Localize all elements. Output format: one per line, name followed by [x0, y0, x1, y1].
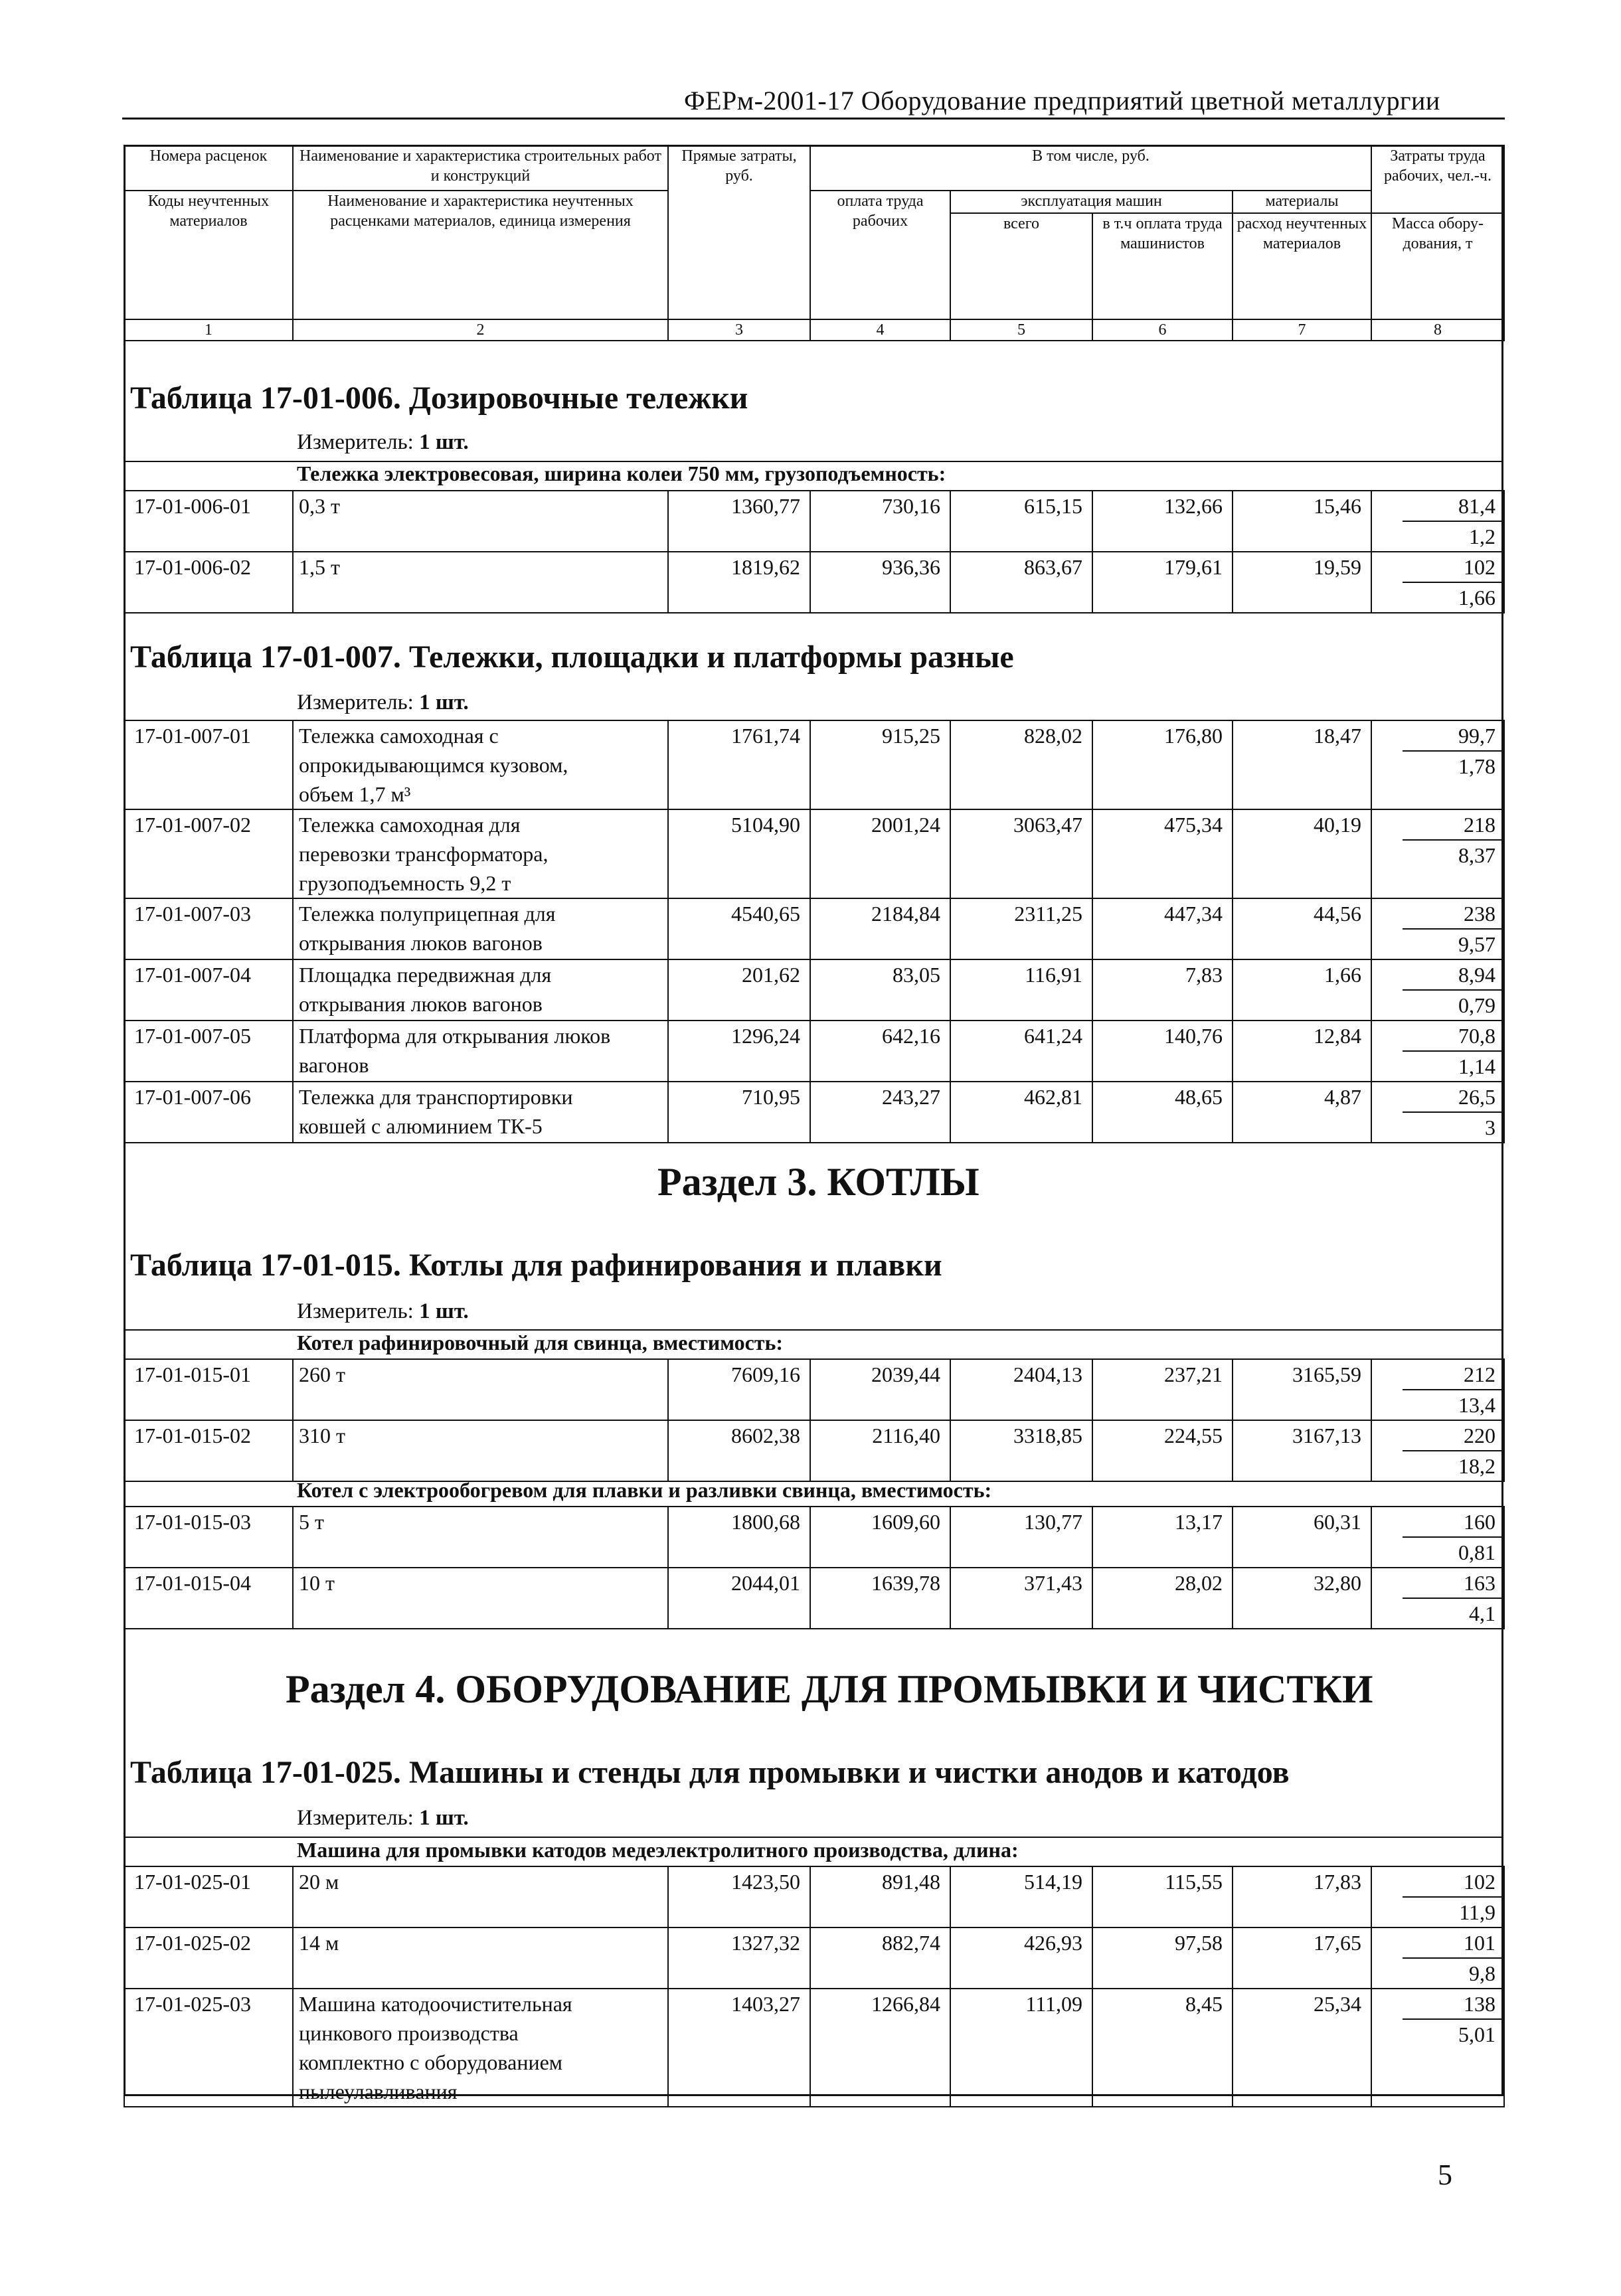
machines-total: 2404,13: [950, 1359, 1092, 1420]
rate-code: 17-01-006-02: [124, 552, 293, 613]
labor-hours: 70,8: [1403, 1021, 1503, 1052]
col3-header: Прямые затраты, руб.: [668, 145, 810, 319]
labor-pay: 891,48: [810, 1866, 950, 1927]
equipment-mass: 9,57: [1458, 932, 1495, 956]
labor-hours: 81,4: [1403, 491, 1503, 522]
hours-mass-cell: [1371, 1927, 1504, 1989]
col1-top: Номера расценок: [124, 145, 293, 191]
table-row: [124, 720, 1504, 809]
col-num: 4: [810, 319, 950, 341]
table-row: [124, 1927, 1504, 1989]
operators-pay: 97,58: [1092, 1927, 1233, 1989]
col6-header: в т.ч оплата труда машинистов: [1092, 213, 1233, 319]
hours-mass-cell: [1371, 1989, 1504, 2107]
labor-hours: 102: [1403, 1867, 1503, 1898]
rate-name: 0,3 т: [293, 491, 668, 552]
direct-cost: 710,95: [668, 1082, 810, 1143]
labor-pay: 642,16: [810, 1021, 950, 1082]
rate-code: 17-01-007-06: [124, 1082, 293, 1143]
rate-name: Тележка самоходная с опрокидывающимся кузовом, объем 1,7 м³: [293, 720, 668, 809]
table-007-title: Таблица 17-01-007. Тележки, площадки и платформы разные: [130, 639, 1014, 675]
section-4-title: Раздел 4. ОБОРУДОВАНИЕ ДЛЯ ПРОМЫВКИ И ЧИСТКИ: [286, 1667, 1373, 1711]
hours-mass-cell: [1371, 491, 1504, 552]
labor-pay: 936,36: [810, 552, 950, 613]
direct-cost: 1403,27: [668, 1989, 810, 2107]
rate-name: Машина катодоочистительная цинкового производства комплектно с оборудованием пылеулавливания: [293, 1989, 668, 2107]
equipment-mass: 8,37: [1458, 843, 1495, 867]
operators-pay: 8,45: [1092, 1989, 1233, 2107]
equipment-mass: 1,14: [1458, 1054, 1495, 1078]
col-num: 8: [1371, 319, 1504, 341]
rate-code: 17-01-025-03: [124, 1989, 293, 2107]
direct-cost: 1360,77: [668, 491, 810, 552]
rate-name: 260 т: [293, 1359, 668, 1420]
operators-pay: 13,17: [1092, 1507, 1233, 1568]
table-006-title: Таблица 17-01-006. Дозировочные тележки: [130, 380, 748, 416]
machines-total: 111,09: [950, 1989, 1092, 2107]
table-row: [124, 1021, 1504, 1082]
rate-code: 17-01-025-01: [124, 1866, 293, 1927]
rate-name: Тележка для транспортировки ковшей с алюминием ТК-5: [293, 1082, 668, 1143]
hours-mass-cell: [1371, 1507, 1504, 1568]
table-025-group: Машина для промывки катодов медеэлектролитного производства, длина:: [297, 1838, 1019, 1862]
hours-mass-cell: [1371, 959, 1504, 1021]
rate-code: 17-01-025-02: [124, 1927, 293, 1989]
rate-code: 17-01-015-04: [124, 1568, 293, 1629]
machines-total: 426,93: [950, 1927, 1092, 1989]
table-row: [124, 1507, 1504, 1568]
column-header-table: [124, 145, 1505, 341]
machines-total: 3063,47: [950, 809, 1092, 898]
direct-cost: 1800,68: [668, 1507, 810, 1568]
table-025: [124, 1866, 1505, 2107]
rate-name: Тележка самоходная для перевозки трансформатора, грузоподъемность 9,2 т: [293, 809, 668, 898]
direct-cost: 1327,32: [668, 1927, 810, 1989]
rate-code: 17-01-007-04: [124, 959, 293, 1021]
rate-name: 1,5 т: [293, 552, 668, 613]
operators-pay: 179,61: [1092, 552, 1233, 613]
table-row: [124, 552, 1504, 613]
table-025-title: Таблица 17-01-025. Машины и стенды для промывки и чистки анодов и катодов: [130, 1755, 1290, 1790]
hours-mass-cell: [1371, 898, 1504, 959]
machines-total: 130,77: [950, 1507, 1092, 1568]
machines-total: 828,02: [950, 720, 1092, 809]
table-row: [124, 1989, 1504, 2107]
rate-name: 310 т: [293, 1420, 668, 1481]
operators-pay: 48,65: [1092, 1082, 1233, 1143]
table-006-group: Тележка электровесовая, ширина колеи 750 мм, грузоподъемность:: [297, 461, 946, 485]
materials-cost: 3167,13: [1233, 1420, 1371, 1481]
labor-pay: 2116,40: [810, 1420, 950, 1481]
col-num: 3: [668, 319, 810, 341]
operators-pay: 132,66: [1092, 491, 1233, 552]
hours-mass-cell: [1371, 1359, 1504, 1420]
page-number: 5: [1438, 2159, 1452, 2191]
materials-cost: 3165,59: [1233, 1359, 1371, 1420]
hours-mass-cell: [1371, 552, 1504, 613]
labor-pay: 915,25: [810, 720, 950, 809]
labor-pay: 2001,24: [810, 809, 950, 898]
table-row: [124, 1082, 1504, 1143]
materials-cost: 32,80: [1233, 1568, 1371, 1629]
equipment-mass: 9,8: [1469, 1961, 1495, 1985]
materials-cost: 1,66: [1233, 959, 1371, 1021]
table-007: [124, 720, 1505, 1143]
direct-cost: 1819,62: [668, 552, 810, 613]
col-num: 7: [1233, 319, 1371, 341]
hours-mass-cell: [1371, 1021, 1504, 1082]
col1-bottom: Коды неучтенных материалов: [124, 191, 293, 319]
machines-total: 641,24: [950, 1021, 1092, 1082]
labor-hours: 212: [1403, 1360, 1503, 1390]
rate-name: 5 т: [293, 1507, 668, 1568]
hours-mass-cell: [1371, 1082, 1504, 1143]
operators-pay: 7,83: [1092, 959, 1233, 1021]
table-row: [124, 1866, 1504, 1927]
labor-pay: 882,74: [810, 1927, 950, 1989]
col-num: 1: [124, 319, 293, 341]
labor-hours: 99,7: [1403, 721, 1503, 752]
table-015-group-2: Котел с электрообогревом для плавки и разливки свинца, вместимость:: [297, 1478, 992, 1502]
direct-cost: 7609,16: [668, 1359, 810, 1420]
rate-code: 17-01-006-01: [124, 491, 293, 552]
col8-bottom: Масса обору-дования, т: [1371, 213, 1504, 319]
table-row: [124, 491, 1504, 552]
table-006: [124, 490, 1505, 614]
direct-cost: 1296,24: [668, 1021, 810, 1082]
materials-cost: 15,46: [1233, 491, 1371, 552]
labor-pay: 2039,44: [810, 1359, 950, 1420]
table-015-part1: [124, 1358, 1505, 1482]
direct-cost: 1761,74: [668, 720, 810, 809]
operators-pay: 224,55: [1092, 1420, 1233, 1481]
operators-pay: 176,80: [1092, 720, 1233, 809]
hours-mass-cell: [1371, 720, 1504, 809]
table-025-measure: Измеритель: 1 шт.: [297, 1806, 469, 1830]
labor-hours: 160: [1403, 1507, 1503, 1538]
equipment-mass: 3: [1485, 1115, 1495, 1139]
labor-hours: 218: [1403, 810, 1503, 841]
materials-cost: 17,83: [1233, 1866, 1371, 1927]
hours-mass-cell: [1371, 1568, 1504, 1629]
labor-pay: 1266,84: [810, 1989, 950, 2107]
materials-cost: 12,84: [1233, 1021, 1371, 1082]
col7-header: расход неучтенных материалов: [1233, 213, 1371, 319]
rate-code: 17-01-007-02: [124, 809, 293, 898]
direct-cost: 8602,38: [668, 1420, 810, 1481]
labor-hours: 101: [1403, 1928, 1503, 1959]
operators-pay: 140,76: [1092, 1021, 1233, 1082]
hours-mass-cell: [1371, 1420, 1504, 1481]
equipment-mass: 1,78: [1458, 754, 1495, 778]
section-3-title: Раздел 3. КОТЛЫ: [657, 1160, 980, 1204]
direct-cost: 201,62: [668, 959, 810, 1021]
rate-name: 14 м: [293, 1927, 668, 1989]
labor-pay: 243,27: [810, 1082, 950, 1143]
labor-hours: 220: [1403, 1421, 1503, 1451]
rate-code: 17-01-007-05: [124, 1021, 293, 1082]
rate-name: Площадка передвижная для открывания люков вагонов: [293, 959, 668, 1021]
table-015-title: Таблица 17-01-015. Котлы для рафинирования и плавки: [130, 1248, 942, 1283]
equipment-mass: 0,81: [1458, 1540, 1495, 1564]
labor-hours: 26,5: [1403, 1082, 1503, 1113]
machines-total: 615,15: [950, 491, 1092, 552]
col-num: 2: [293, 319, 668, 341]
hours-mass-cell: [1371, 1866, 1504, 1927]
materials-cost: 40,19: [1233, 809, 1371, 898]
machines-total: 3318,85: [950, 1420, 1092, 1481]
table-row: [124, 898, 1504, 959]
table-row: [124, 809, 1504, 898]
labor-hours: 8,94: [1403, 960, 1503, 991]
labor-pay: 2184,84: [810, 898, 950, 959]
materials-cost: 19,59: [1233, 552, 1371, 613]
materials-cost: 17,65: [1233, 1927, 1371, 1989]
table-015-group-1: Котел рафинировочный для свинца, вместимость:: [297, 1331, 784, 1354]
labor-pay: 1609,60: [810, 1507, 950, 1568]
col8-top: Затраты труда рабочих, чел.-ч.: [1371, 145, 1504, 213]
machines-total: 371,43: [950, 1568, 1092, 1629]
rate-code: 17-01-007-01: [124, 720, 293, 809]
hours-mass-cell: [1371, 809, 1504, 898]
operators-pay: 475,34: [1092, 809, 1233, 898]
direct-cost: 1423,50: [668, 1866, 810, 1927]
equipment-mass: 4,1: [1469, 1601, 1495, 1625]
document-header: ФЕРм-2001-17 Оборудование предприятий цветной металлургии: [684, 86, 1440, 116]
col2-bottom: Наименование и характеристика неучтенных расценками материалов, единица измерения: [293, 191, 668, 319]
labor-pay: 730,16: [810, 491, 950, 552]
equipment-mass: 0,79: [1458, 993, 1495, 1017]
machines-total: 462,81: [950, 1082, 1092, 1143]
table-006-measure: Измеритель: 1 шт.: [297, 430, 469, 454]
materials-cost: 4,87: [1233, 1082, 1371, 1143]
table-row: [124, 1568, 1504, 1629]
labor-hours: 238: [1403, 899, 1503, 930]
exploit-header: эксплуатация машин: [950, 191, 1233, 213]
equipment-mass: 1,66: [1458, 586, 1495, 610]
materials-cost: 18,47: [1233, 720, 1371, 809]
materials-header: материалы: [1233, 191, 1371, 213]
labor-hours: 102: [1403, 552, 1503, 583]
materials-cost: 60,31: [1233, 1507, 1371, 1568]
col5-header: всего: [950, 213, 1092, 319]
direct-cost: 2044,01: [668, 1568, 810, 1629]
equipment-mass: 13,4: [1458, 1393, 1495, 1417]
col-num: 6: [1092, 319, 1233, 341]
col2-top: Наименование и характеристика строительных работ и конструкций: [293, 145, 668, 191]
equipment-mass: 11,9: [1459, 1900, 1495, 1924]
labor-pay: 83,05: [810, 959, 950, 1021]
table-015-measure: Измеритель: 1 шт.: [297, 1299, 469, 1323]
equipment-mass: 5,01: [1458, 2022, 1495, 2046]
incl-header: В том числе, руб.: [810, 145, 1371, 191]
col4-header: оплата труда рабочих: [810, 191, 950, 319]
equipment-mass: 18,2: [1458, 1454, 1495, 1478]
rate-name: Тележка полуприцепная для открывания люков вагонов: [293, 898, 668, 959]
rate-name: 10 т: [293, 1568, 668, 1629]
rate-code: 17-01-007-03: [124, 898, 293, 959]
direct-cost: 5104,90: [668, 809, 810, 898]
header-rule: [122, 118, 1505, 120]
rate-code: 17-01-015-01: [124, 1359, 293, 1420]
operators-pay: 237,21: [1092, 1359, 1233, 1420]
rate-name: 20 м: [293, 1866, 668, 1927]
table-row: [124, 959, 1504, 1021]
labor-hours: 163: [1403, 1568, 1503, 1599]
machines-total: 116,91: [950, 959, 1092, 1021]
col-num: 5: [950, 319, 1092, 341]
operators-pay: 115,55: [1092, 1866, 1233, 1927]
materials-cost: 44,56: [1233, 898, 1371, 959]
labor-pay: 1639,78: [810, 1568, 950, 1629]
rate-name: Платформа для открывания люков вагонов: [293, 1021, 668, 1082]
table-015-part2: [124, 1506, 1505, 1629]
machines-total: 2311,25: [950, 898, 1092, 959]
operators-pay: 28,02: [1092, 1568, 1233, 1629]
table-row: [124, 1359, 1504, 1420]
materials-cost: 25,34: [1233, 1989, 1371, 2107]
rate-code: 17-01-015-02: [124, 1420, 293, 1481]
rate-code: 17-01-015-03: [124, 1507, 293, 1568]
labor-hours: 138: [1403, 1989, 1503, 2020]
direct-cost: 4540,65: [668, 898, 810, 959]
table-007-measure: Измеритель: 1 шт.: [297, 691, 469, 714]
machines-total: 514,19: [950, 1866, 1092, 1927]
table-row: [124, 1420, 1504, 1481]
equipment-mass: 1,2: [1469, 525, 1495, 548]
operators-pay: 447,34: [1092, 898, 1233, 959]
machines-total: 863,67: [950, 552, 1092, 613]
